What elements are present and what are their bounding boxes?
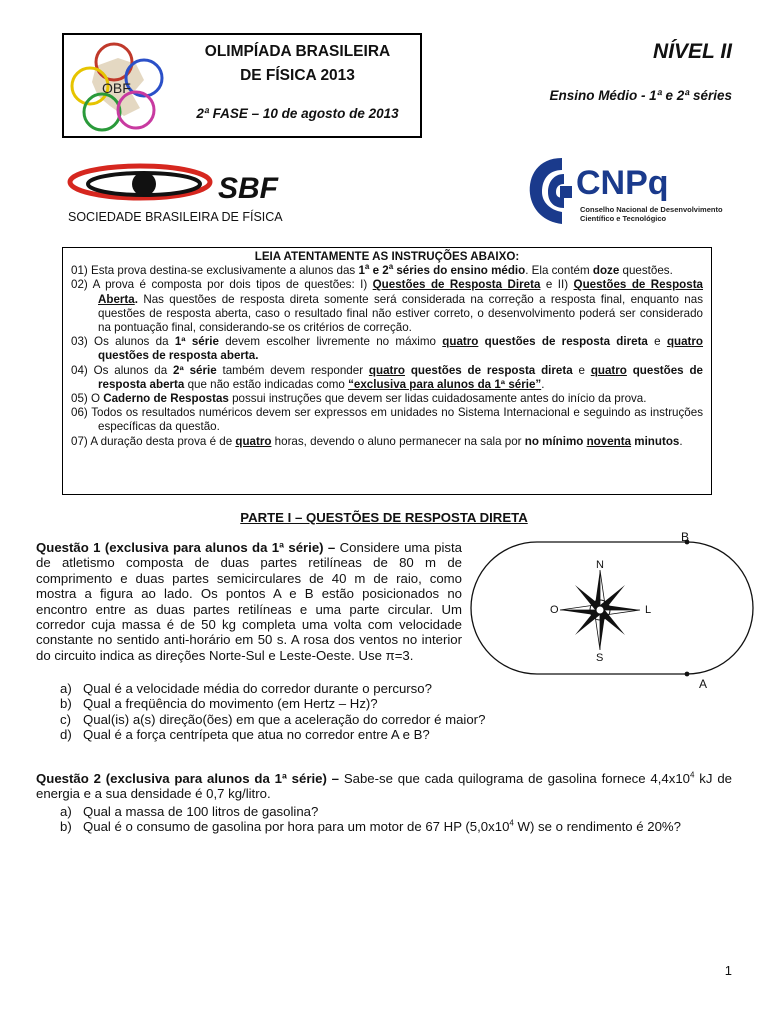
instruction-03: 03) Os alunos da 1ª série devem escolher livremente no máximo quatro questões de resposta direta e quatro questões de resposta aberta. xyxy=(71,335,704,363)
point-a-marker xyxy=(685,672,690,677)
audience-label: Ensino Médio - 1ª e 2ª séries xyxy=(549,88,732,103)
question-1-statement xyxy=(36,540,462,663)
question-1-item-b: b) Qual a freqüência do movimento (em Hertz – Hz)? xyxy=(60,696,378,712)
exam-phase-date: 2ª FASE – 10 de agosto de 2013 xyxy=(196,106,399,121)
olympiad-title-line2: DE FÍSICA 2013 xyxy=(240,67,355,84)
point-a-label: A xyxy=(699,677,708,691)
compass-north-label: N xyxy=(596,559,604,571)
question-2-item-a: a) Qual a massa de 100 litros de gasolina? xyxy=(60,804,319,819)
question-2-statement: Questão 2 (exclusiva para alunos da 1ª série) – Sabe-se que cada quilograma de gasolina fornece $4,4x10^4$ kJ de energia e a sua densidade é 0,7 kg/litro. xyxy=(36,770,732,802)
compass-east-label: L xyxy=(645,604,652,616)
track-figure xyxy=(455,528,755,693)
instruction-05: 05) O Caderno de Respostas possui instruções que devem ser lidas cuidadosamente antes do início da prova. xyxy=(71,392,647,406)
point-b-label: B xyxy=(681,530,690,544)
instruction-06: 06) Todos os resultados numéricos devem ser expressos em unidades no Sistema Internacional e seguindo as instruções específicas da questão. xyxy=(71,406,703,434)
olympiad-title xyxy=(175,40,420,88)
obf-logo xyxy=(66,36,176,132)
question-2-item-b: b) Qual é o consumo de gasolina por hora para um motor de 67 HP ($5,0x10^4$ W) se o rendimento é 20%? xyxy=(60,819,681,835)
cnpq-line1: Conselho Nacional de Desenvolvimento xyxy=(580,205,723,214)
compass-rose-icon xyxy=(560,570,640,650)
question-1-item-d: d) Qual é a força centrípeta que atua no corredor entre A e B? xyxy=(60,727,430,743)
instruction-07: 07) A duração desta prova é de quatro horas, devendo o aluno permanecer na sala por no mínimo noventa minutos. xyxy=(71,434,683,448)
question-1-body: Considere uma pista de atletismo composta de duas partes retilíneas de 80 m de comprimento e duas partes semicirculares de 40 m de raio, como mostra a figura ao lado. Os pontos A e B estão posicionados no encontro entre as duas partes retilíneas e uma parte circular. Um corredor cuja massa é de 50 kg completa uma volta com velocidade constante no sentido anti-horário em 50 s. A rosa dos ventos no interior do circuito indica as direções Norte-Sul e Leste-Oeste. Use π=3. xyxy=(36,540,462,663)
compass-south-label: S xyxy=(596,652,604,664)
sbf-mark: SBF xyxy=(218,172,278,205)
sbf-logo xyxy=(68,160,290,226)
part-1-title: PARTE I – QUESTÕES DE RESPOSTA DIRETA xyxy=(240,510,528,525)
cnpq-head-outer xyxy=(530,158,562,224)
instruction-02: 02) A prova é composta por dois tipos de questões: I) Questões de Resposta Direta e II) Questões de Resposta Aberta. Nas questões de resposta direta somente será considerada na correção a resposta final, enquanto nas questões de resposta aberta, caso o resultado final não estiver correto, o desenvolvimento poderá ser considerado na pontuação final, considerando-se os critérios de correção. xyxy=(71,278,704,335)
sbf-ball xyxy=(132,172,156,196)
question-2-items xyxy=(60,804,750,835)
compass-west-label: O xyxy=(550,604,559,616)
level-heading: NÍVEL II xyxy=(653,40,732,63)
instructions-box xyxy=(62,247,712,495)
page-number: 1 xyxy=(724,963,732,978)
cnpq-logo xyxy=(524,150,723,232)
obf-logo-text: OBF xyxy=(102,80,131,96)
cnpq-line2: Científico e Tecnológico xyxy=(580,214,667,223)
instruction-04: 04) Os alunos da 2ª série também devem responder quatro questões de resposta direta e quatro questões de resposta aberta que não estão indicadas como “exclusiva para alunos da 1ª série”. xyxy=(71,363,703,391)
question-1-item-a: a) Qual é a velocidade média do corredor durante o percurso? xyxy=(60,681,432,696)
cnpq-mark: CNPq xyxy=(576,164,669,202)
instructions-title: LEIA ATENTAMENTE AS INSTRUÇÕES ABAIXO: xyxy=(254,250,520,263)
question-1-item-c: c) Qual(is) a(s) direção(ões) em que a aceleração do corredor é maior? xyxy=(60,711,486,727)
question-2-heading: Questão 2 (exclusiva para alunos da 1ª série) – xyxy=(36,771,340,786)
instruction-01: 01) Esta prova destina-se exclusivamente a alunos das 1$^a$ e 2$^a$ séries do ensino médio. Ela contém doze questões. xyxy=(71,262,673,278)
cnpq-head-core xyxy=(560,186,572,198)
olympiad-title-line1: OLIMPÍADA BRASILEIRA xyxy=(204,43,391,60)
question-1-heading: Questão 1 (exclusiva para alunos da 1ª série) – xyxy=(36,540,336,555)
sbf-name: SOCIEDADE BRASILEIRA DE FÍSICA xyxy=(68,210,283,224)
